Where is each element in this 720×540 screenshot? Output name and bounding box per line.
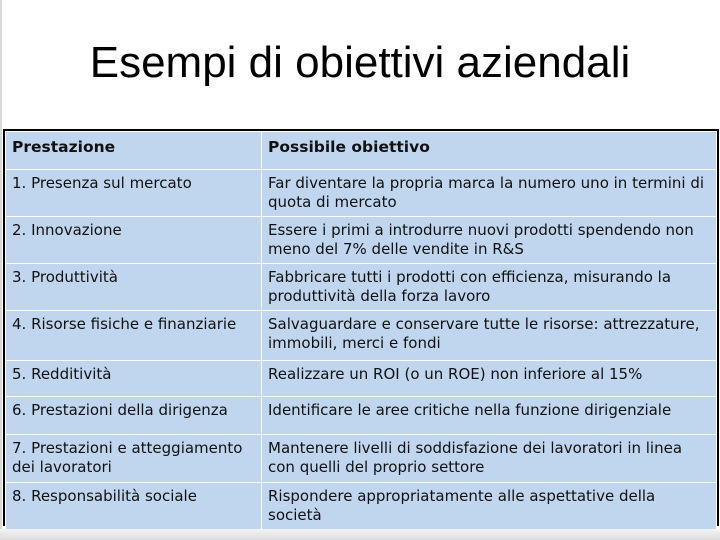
objectives-table (5, 131, 717, 530)
cell-obiettivo: Fabbricare tutti i prodotti con efficienza, misurando la produttività della forza lavoro (262, 264, 717, 311)
table-row (6, 435, 717, 483)
cell-prestazione: 5. Redditività (6, 361, 262, 397)
slide-title: Esempi di obiettivi aziendali (89, 38, 631, 87)
cell-obiettivo: Far diventare la propria marca la numero uno in termini di quota di mercato (262, 170, 717, 217)
cell-prestazione: 6. Prestazioni della dirigenza (6, 397, 262, 435)
table-row (6, 483, 717, 530)
cell-prestazione: 4. Risorse fisiche e finanziarie (6, 311, 262, 361)
table-header-row (6, 132, 717, 170)
cell-obiettivo: Essere i primi a introdurre nuovi prodotti spendendo non meno del 7% delle vendite in R&S (262, 217, 717, 264)
table-row (6, 311, 717, 361)
cell-prestazione: 7. Prestazioni e atteggiamento dei lavoratori (6, 435, 262, 483)
cell-obiettivo: Identificare le aree critiche nella funzione dirigenziale (262, 397, 717, 435)
table-row (6, 264, 717, 311)
cell-obiettivo: Realizzare un ROI (o un ROE) non inferiore al 15% (262, 361, 717, 397)
objectives-table-frame (3, 129, 719, 526)
header-prestazione: Prestazione (6, 132, 262, 170)
table-row (6, 361, 717, 397)
cell-obiettivo: Salvaguardare e conservare tutte le risorse: attrezzature, immobili, merci e fondi (262, 311, 717, 361)
cell-obiettivo: Mantenere livelli di soddisfazione dei lavoratori in linea con quelli del proprio settore (262, 435, 717, 483)
cell-obiettivo: Rispondere appropriatamente alle aspettative della società (262, 483, 717, 530)
table-row (6, 170, 717, 217)
cell-prestazione: 1. Presenza sul mercato (6, 170, 262, 217)
table-row (6, 217, 717, 264)
cell-prestazione: 8. Responsabilità sociale (6, 483, 262, 530)
header-possibile-obiettivo: Possibile obiettivo (262, 132, 717, 170)
cell-prestazione: 3. Produttività (6, 264, 262, 311)
table-row (6, 397, 717, 435)
cell-prestazione: 2. Innovazione (6, 217, 262, 264)
slide-footer-band (0, 529, 720, 540)
